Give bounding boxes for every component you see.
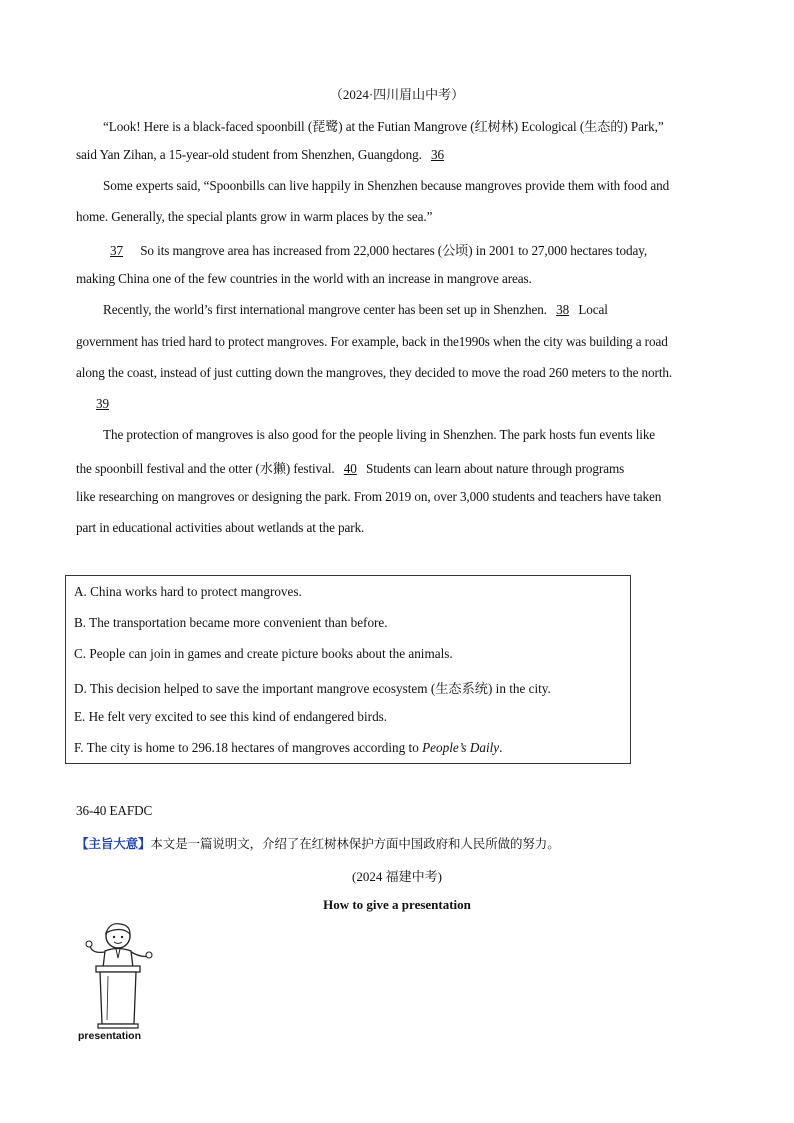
blank-40[interactable]: 40	[343, 461, 357, 476]
paragraph-5-line-3: like researching on mangroves or designing the park. From 2019 on, over 3,000 students and teachers have taken	[76, 489, 662, 504]
blank-36[interactable]: 36	[430, 147, 444, 162]
paragraph-2-line-2: home. Generally, the special plants grow in warm places by the sea.”	[76, 209, 433, 224]
paragraph-4-text-post: Local	[578, 302, 608, 317]
blank-38[interactable]: 38	[556, 302, 570, 317]
paragraph-4-line-2: government has tried hard to protect mangroves. For example, back in the1990s when the city was building a road	[76, 334, 668, 349]
paragraph-5-line-2	[76, 458, 624, 477]
paragraph-5-line-1: The protection of mangroves is also good for the people living in Shenzhen. The park hosts fun events like	[103, 427, 656, 442]
option-f-text: F. The city is home to 296.18 hectares of mangroves according to	[74, 740, 419, 755]
blank-37[interactable]: 37	[110, 243, 123, 258]
paragraph-1-text: said Yan Zihan, a 15-year-old student from Shenzhen, Guangdong.	[76, 147, 422, 162]
paragraph-3-text: So its mangrove area has increased from 22,000 hectares (公顷) in 2001 to 27,000 hectares today,	[140, 243, 648, 258]
paragraph-3-line-2: making China one of the few countries in the world with an increase in mangrove areas.	[76, 271, 532, 286]
option-f-end: .	[499, 740, 503, 755]
section-2-title: How to give a presentation	[323, 897, 471, 912]
option-a: A. China works hard to protect mangroves.	[74, 584, 302, 599]
paragraph-4-text-pre: Recently, the world’s first international mangrove center has been set up in Shenzhen.	[103, 302, 547, 317]
paragraph-5-text-pre: the spoonbill festival and the otter (水獭) festival.	[76, 461, 335, 476]
options-box	[65, 575, 631, 764]
paragraph-4-line-1	[103, 302, 608, 318]
summary-text: 本文是一篇说明文，介绍了在红树林保护方面中国政府和人民所做的努力。	[150, 836, 560, 851]
paragraph-1-line-1: “Look! Here is a black-faced spoonbill (琵鹭) at the Futian Mangrove (红树林) Ecological (生态的) Park,”	[103, 119, 664, 134]
paragraph-5-line-4: part in educational activities about wetlands at the park.	[76, 520, 365, 535]
source-label-1: （2024·四川眉山中考）	[329, 87, 465, 102]
answer-key: 36-40 EAFDC	[76, 803, 153, 818]
option-e: E. He felt very excited to see this kind of endangered birds.	[74, 709, 388, 724]
figure-caption: presentation	[78, 1030, 142, 1042]
option-c: C. People can join in games and create picture books about the animals.	[74, 646, 453, 661]
option-f-source: People’s Daily	[422, 740, 500, 755]
paragraph-2-line-1: Some experts said, “Spoonbills can live happily in Shenzhen because mangroves provide them with food and	[103, 178, 670, 193]
option-d: D. This decision helped to save the important mangrove ecosystem (生态系统) in the city.	[74, 681, 551, 696]
source-label-2: (2024 福建中考)	[352, 869, 442, 884]
option-b: B. The transportation became more convenient than before.	[74, 615, 388, 630]
paragraph-1-line-2	[76, 147, 450, 163]
paragraph-3-line-1	[96, 240, 647, 259]
summary-tag: 【主旨大意】	[76, 836, 151, 851]
summary-line	[76, 834, 560, 852]
presenter-illustration	[78, 918, 156, 1036]
paragraph-4-line-4	[76, 396, 123, 412]
paragraph-5-text-post: Students can learn about nature through programs	[366, 461, 625, 476]
blank-39[interactable]: 39	[96, 396, 109, 411]
paragraph-4-line-3: along the coast, instead of just cutting down the mangroves, they decided to move the road 260 meters to the north.	[76, 365, 673, 380]
option-f	[74, 740, 502, 756]
